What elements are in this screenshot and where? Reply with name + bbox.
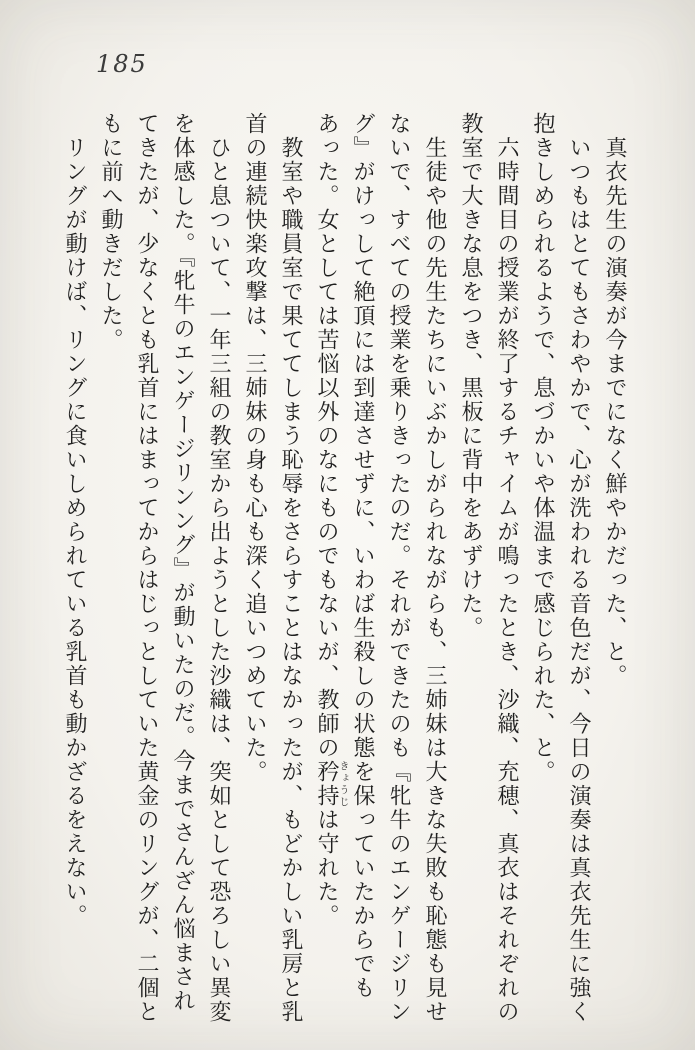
paragraph-2: いつもはとてもさわやかで、心が洗われる音色だが、今日の演奏は真衣先生に強く抱きしめられるようで、息づかいや体温まで感じられた、と。 (530, 112, 591, 1024)
ruby-word (314, 760, 348, 808)
paragraph-4-text-after: は守れた。 (314, 808, 339, 928)
page-number: 185 (96, 50, 148, 78)
paragraph-1: 真衣先生の演奏が今までになく鮮やかだった、と。 (602, 136, 627, 688)
paragraph-4-text-before: 生徒や他の先生たちにいぶかしがられながらも、三姉妹は大きな失敗も恥態も見せないで、すべての授業を乗りきったのだ。それができたのも『牝牛のエンゲージリング』がけっして絶頂には到達させずに、いわば生殺しの状態を保っていたからでもあった。女としては苦悩以外のなにものでもないが、教師の (314, 112, 447, 1024)
paragraph-6: ひと息ついて、一年三組の教室から出ようとした沙織は、突如として恐ろしい異変を体感した。『牝牛のエンゲージリンング』が動いたのだ。今までさんざん悩まされてきたが、少なくとも乳首にはまってからはじっとしていた黄金のリングが、二個ともに前へ動きだした。 (98, 112, 231, 1024)
paragraph-3: 六時間目の授業が終了するチャイムが鳴ったとき、沙織、充穂、真衣はそれぞれの教室で大きな息をつき、黒板に背中をあずけた。 (458, 112, 519, 1024)
furigana: きょうじ (337, 760, 348, 808)
ruby-base: 矜持 (314, 760, 339, 808)
paragraph-4 (308, 112, 452, 1028)
paragraph-5: 教室や職員室で果ててしまう恥辱をさらすことはなかったが、もどかしい乳房と乳首の連続快楽攻撃は、三姉妹の身も心も深く追いつめていた。 (242, 112, 303, 1024)
page-text (56, 112, 632, 1028)
paragraph-7: リングが動けば、リングに食いしめられている乳首も動かざるをえない。 (62, 136, 87, 928)
